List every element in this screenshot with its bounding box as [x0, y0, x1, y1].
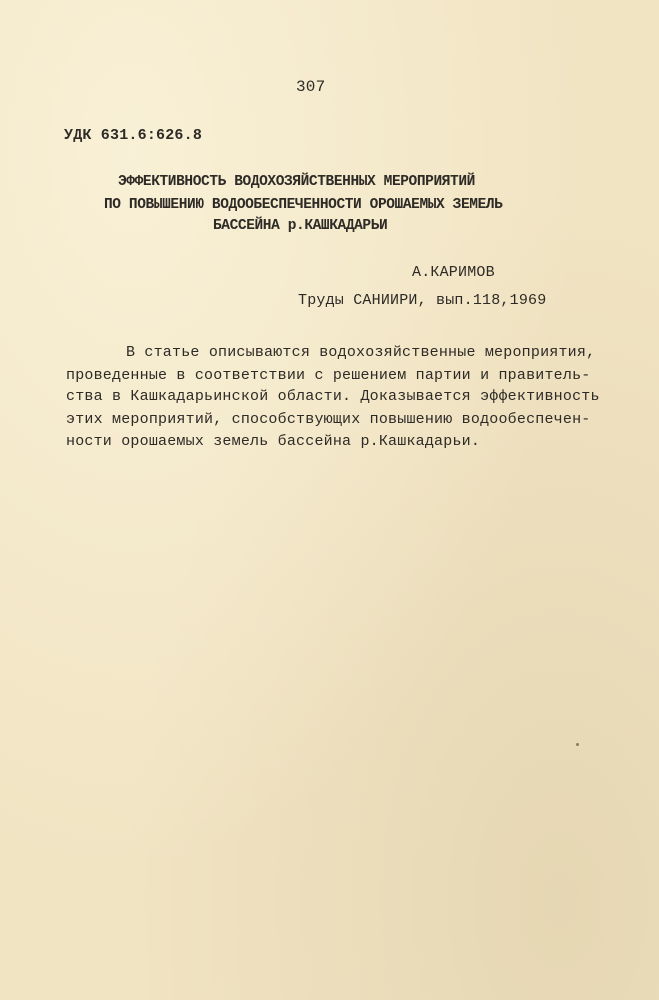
article-title-line-2: ПО ПОВЫШЕНИЮ ВОДООБЕСПЕЧЕННОСТИ ОРОШАЕМЫХ ЗЕМЕЛЬ: [104, 197, 503, 213]
abstract-line-3: ства в Кашкадарьинской области. Доказывается эффективность: [66, 388, 600, 405]
udc-code: УДК 631.6:626.8: [64, 127, 203, 144]
abstract-line-4: этих мероприятий, способствующих повышению водообеспечен-: [66, 411, 591, 428]
article-title-line-3: БАССЕЙНА р.КАШКАДАРЬИ: [213, 218, 388, 234]
paper-speck: [576, 743, 579, 746]
abstract-line-2: проведенные в соответствии с решением партии и правитель-: [66, 367, 591, 384]
source-citation: Труды САНИИРИ, вып.118,1969: [298, 292, 547, 309]
author-name: А.КАРИМОВ: [412, 264, 495, 281]
abstract-line-1: В статье описываются водохозяйственные мероприятия,: [126, 344, 596, 361]
abstract-line-5: ности орошаемых земель бассейна р.Кашкадарьи.: [66, 433, 481, 450]
page-number: 307: [296, 78, 326, 96]
article-title-line-1: ЭФФЕКТИВНОСТЬ ВОДОХОЗЯЙСТВЕННЫХ МЕРОПРИЯТИЙ: [118, 174, 475, 190]
